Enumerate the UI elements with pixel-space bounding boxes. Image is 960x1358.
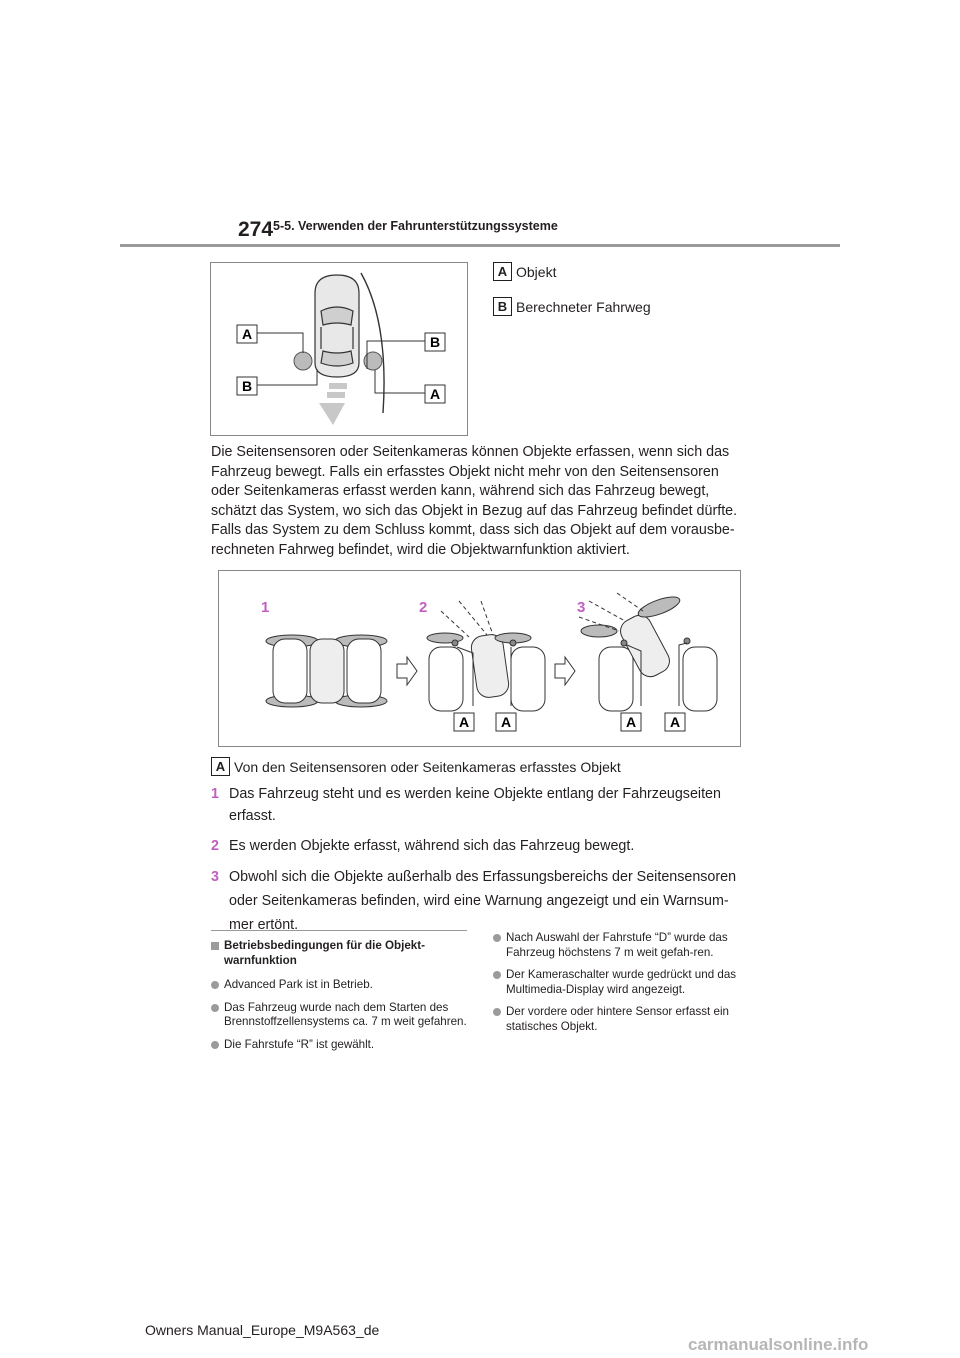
- legend-text: Objekt: [516, 263, 557, 280]
- scene-1: [266, 635, 387, 707]
- step-item: [211, 783, 751, 827]
- legend-key: A: [211, 757, 230, 776]
- next-arrow-icon: [555, 657, 575, 685]
- square-bullet-icon: [211, 942, 219, 950]
- condition-text: Der vordere oder hintere Sensor erfasst ein statisches Objekt.: [506, 1005, 729, 1033]
- conditions-right-column: [493, 931, 743, 1043]
- step-text: Es werden Objekte erfasst, während sich das Fahrzeug bewegt.: [229, 838, 635, 854]
- legend-key: A: [493, 262, 512, 281]
- condition-item: [493, 931, 743, 960]
- figure-warning-sequence-illustration: [219, 571, 740, 746]
- bullet-icon: [493, 934, 501, 942]
- figure-object-path: [210, 262, 468, 436]
- body-paragraph: Die Seitensensoren oder Seitenkameras können Objekte erfassen, wenn sich das Fahrzeug bewegt. Falls ein erfasstes Objekt nicht mehr von den Seitensensoren oder Seitenkameras erfasst werden kann, während sich das Fahrzeug bewegt, schätzt das System, wo sich das Objekt in Bezug auf das Fahrzeug befindet dürfte. Falls das System zu dem Schluss kommt, dass sich das Objekt auf dem vorausbe-rechneten Fahrweg befindet, wird die Objektwarnfunktion aktiviert.: [211, 444, 738, 558]
- figure1-legend: [493, 262, 651, 316]
- bullet-icon: [493, 1008, 501, 1016]
- callout-label: A: [429, 386, 441, 402]
- bullet-icon: [211, 1004, 219, 1012]
- callout-label: B: [429, 334, 441, 350]
- conditions-heading: [211, 930, 467, 968]
- callout-label: A: [241, 326, 253, 342]
- bullet-icon: [211, 981, 219, 989]
- callout-label: A: [669, 714, 681, 730]
- callout-label: A: [458, 714, 470, 730]
- callout-label: B: [241, 378, 253, 394]
- condition-item: [211, 1001, 467, 1030]
- leader-line: [257, 333, 303, 353]
- condition-text: Das Fahrzeug wurde nach dem Starten des Brennstoffzellensystems ca. 7 m weit gefahren.: [224, 1000, 467, 1029]
- object-circle-left: [294, 352, 312, 370]
- leader-line: [257, 369, 317, 385]
- legend-key: B: [493, 297, 512, 316]
- step-number: 3: [211, 869, 219, 885]
- watermark: carmanualsonline.info: [688, 1335, 869, 1354]
- condition-text: Advanced Park ist in Betrieb.: [224, 978, 373, 992]
- condition-item: [211, 1038, 467, 1053]
- callout-label: A: [625, 714, 637, 730]
- figure2-legend: [211, 757, 621, 776]
- legend-text: Von den Seitensensoren oder Seitenkameras erfasstes Objekt: [234, 758, 621, 775]
- legend-item: [493, 262, 651, 281]
- bullet-icon: [493, 971, 501, 979]
- bullet-icon: [211, 1041, 219, 1049]
- conditions-heading-text: Betriebsbedingungen für die Objekt-warnfunktion: [224, 939, 425, 967]
- path-curve: [361, 273, 384, 413]
- footer-text: Owners Manual_Europe_M9A563_de: [145, 1322, 380, 1338]
- page-number: 274: [238, 218, 274, 241]
- section-title: 5-5. Verwenden der Fahrunterstützungssysteme: [273, 219, 558, 233]
- car-icon: [315, 275, 359, 377]
- reverse-arrow-icon: [319, 383, 347, 425]
- legend-text: Berechneter Fahrweg: [516, 298, 651, 315]
- header-rule: [120, 244, 840, 247]
- conditions-left-column: [211, 930, 467, 1061]
- step-label: 3: [577, 599, 586, 616]
- condition-item: [493, 1005, 743, 1034]
- step-number: 1: [211, 786, 219, 802]
- step-item: [211, 865, 751, 937]
- step-text: Obwohl sich die Objekte außerhalb des Erfassungsbereichs der Seitensensoren oder Seitenkameras befinden, wird eine Warnung angezeigt und ein Warnsum-mer ertönt.: [229, 869, 737, 933]
- legend-item: [493, 297, 651, 316]
- step-text: Das Fahrzeug steht und es werden keine Objekte entlang der Fahrzeugseiten erfasst.: [229, 786, 721, 824]
- condition-text: Nach Auswahl der Fahrstufe “D” wurde das Fahrzeug höchstens 7 m weit gefah-ren.: [506, 931, 728, 959]
- condition-text: Der Kameraschalter wurde gedrückt und das Multimedia-Display wird angezeigt.: [506, 968, 737, 996]
- step-item: [211, 835, 751, 857]
- leader-line: [375, 370, 425, 393]
- next-arrow-icon: [397, 657, 417, 685]
- figure-warning-sequence: [218, 570, 741, 747]
- step-number: 2: [211, 838, 219, 854]
- callout-label: A: [500, 714, 512, 730]
- condition-text: Die Fahrstufe “R” ist gewählt.: [224, 1037, 375, 1051]
- step-list: [211, 783, 751, 937]
- scene-3: [579, 593, 717, 711]
- step-label: 1: [261, 599, 270, 616]
- scene-2: [427, 601, 545, 711]
- step-label: 2: [419, 599, 428, 616]
- figure-object-path-illustration: [211, 263, 467, 435]
- condition-item: [493, 968, 743, 997]
- condition-item: [211, 978, 467, 993]
